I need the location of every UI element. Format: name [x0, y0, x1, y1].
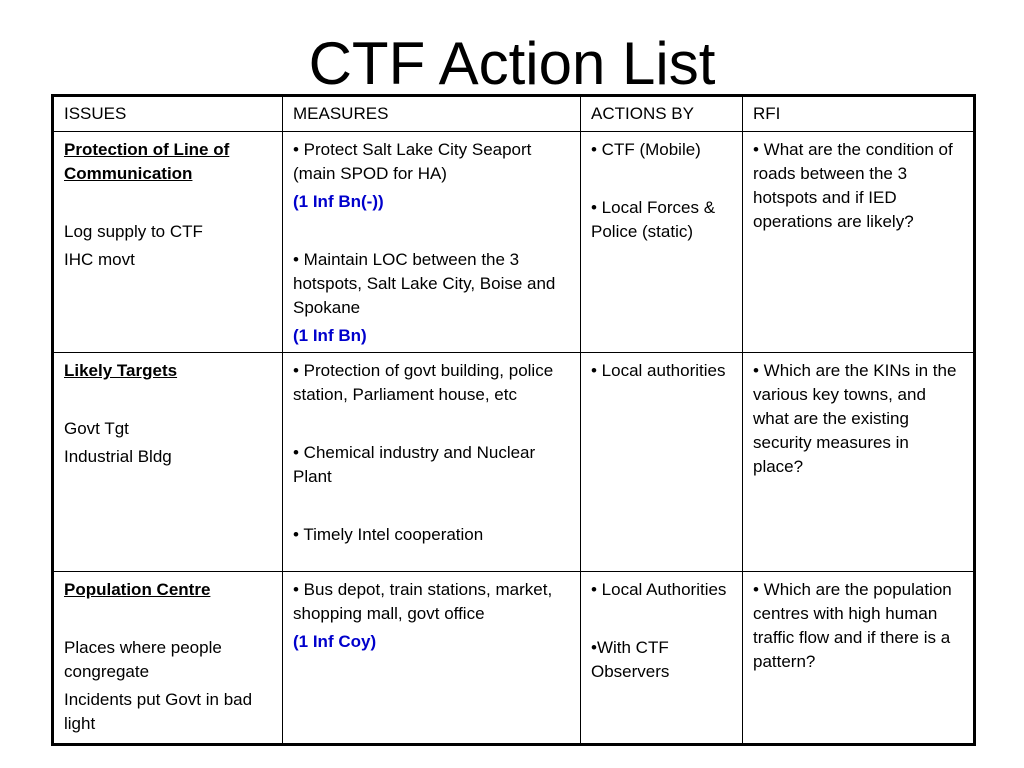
- measure-text: • Chemical industry and Nuclear Plant: [293, 443, 536, 486]
- measure-text: • Timely Intel cooperation: [293, 525, 484, 544]
- rfi-cell: [743, 353, 975, 572]
- actions-by-item: • Local authorities: [591, 361, 726, 380]
- issue-cell: [53, 353, 283, 572]
- issue-item: Govt Tgt: [64, 419, 129, 438]
- measure-note: (1 Inf Bn(-)): [293, 192, 384, 211]
- rfi-cell: [743, 572, 975, 745]
- table-row: [53, 572, 975, 745]
- measure-text: • Protection of govt building, police station, Parliament house, etc: [293, 361, 554, 404]
- actions-by-item: •With CTF Observers: [591, 638, 670, 681]
- actions-by-cell: [581, 572, 743, 745]
- header-rfi: RFI: [743, 96, 975, 132]
- rfi-text: • What are the condition of roads between the 3 hotspots and if IED operations are likely?: [753, 140, 953, 231]
- measures-cell: [283, 353, 581, 572]
- issue-item: Industrial Bldg: [64, 447, 172, 466]
- slide-title: CTF Action List: [308, 30, 716, 97]
- table-header-row: [53, 96, 975, 132]
- issue-item: Incidents put Govt in bad light: [64, 690, 253, 733]
- header-issues: ISSUES: [53, 96, 283, 132]
- table-row: [53, 353, 975, 572]
- issue-item: IHC movt: [64, 250, 135, 269]
- measure-text: • Protect Salt Lake City Seaport (main SPOD for HA): [293, 140, 532, 183]
- measure-text: • Bus depot, train stations, market, shopping mall, govt office: [293, 580, 553, 623]
- actions-by-cell: [581, 132, 743, 353]
- issue-cell: [53, 572, 283, 745]
- issue-heading: Likely Targets: [64, 361, 178, 380]
- issue-item: Places where people congregate: [64, 638, 222, 681]
- actions-by-item: • CTF (Mobile): [591, 140, 701, 159]
- measure-text: • Maintain LOC between the 3 hotspots, Salt Lake City, Boise and Spokane: [293, 250, 556, 317]
- issue-heading: Population Centre: [64, 580, 211, 599]
- issue-heading: Protection of Line of Communication: [64, 140, 230, 183]
- rfi-text: • Which are the population centres with high human traffic flow and if there is a pattern?: [753, 580, 952, 671]
- actions-by-cell: [581, 353, 743, 572]
- issue-cell: [53, 132, 283, 353]
- measures-cell: [283, 572, 581, 745]
- actions-by-item: • Local Authorities: [591, 580, 727, 599]
- rfi-cell: [743, 132, 975, 353]
- header-measures: MEASURES: [283, 96, 581, 132]
- measure-note: (1 Inf Bn): [293, 326, 367, 345]
- action-table: [51, 94, 976, 746]
- header-actions-by: ACTIONS BY: [581, 96, 743, 132]
- measures-cell: [283, 132, 581, 353]
- rfi-text: • Which are the KINs in the various key towns, and what are the existing security measures in place?: [753, 361, 957, 476]
- measure-note: (1 Inf Coy): [293, 632, 377, 651]
- actions-by-item: • Local Forces & Police (static): [591, 198, 716, 241]
- issue-item: Log supply to CTF: [64, 222, 203, 241]
- table-row: [53, 132, 975, 353]
